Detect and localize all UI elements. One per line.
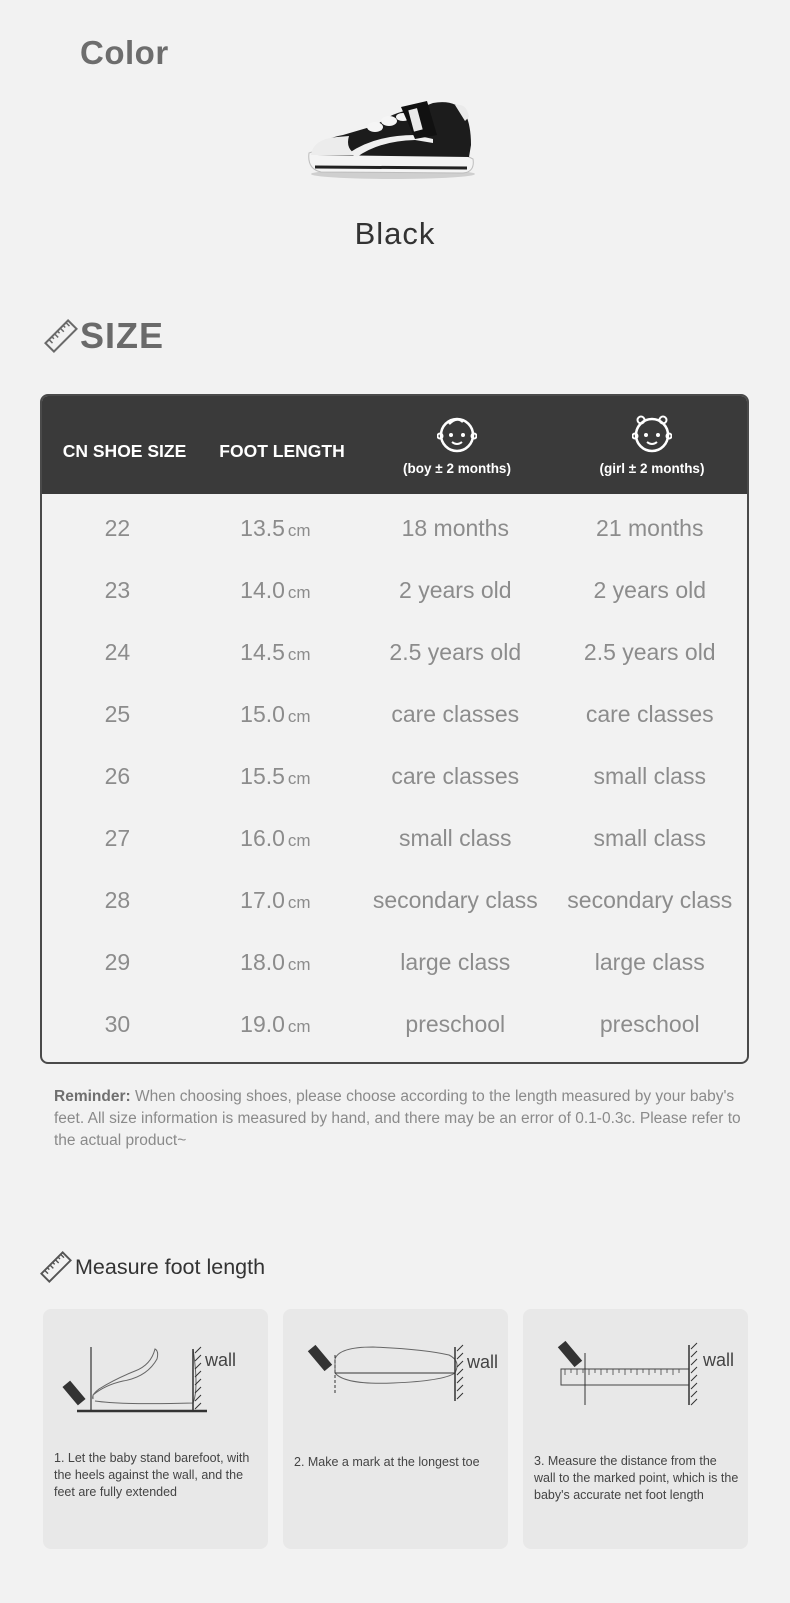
cell-boy: 2.5 years old [389, 638, 522, 665]
length-unit: cm [287, 892, 311, 912]
measure-step-card [43, 1309, 268, 1549]
measure-step-card [523, 1309, 748, 1549]
cell-boy: 2 years old [399, 576, 512, 603]
header-boy-label: (boy ± 2 months) [403, 461, 511, 476]
cell-boy: care classes [391, 762, 520, 789]
table-row [42, 869, 747, 931]
table-body [42, 494, 747, 1055]
foot-against-wall-illustration [43, 1309, 268, 1429]
size-heading [44, 312, 164, 360]
ruler-icon [40, 1251, 72, 1283]
cell-girl: preschool [599, 1010, 700, 1037]
girl-face-icon [632, 414, 672, 454]
cell-girl: large class [594, 948, 705, 975]
reminder-text: When choosing shoes, please choose according to the length measured by your baby's feet. All size information is measured by hand, and there may be an error of 0.1-0.3c. Please refer to the actual product~ [54, 1088, 741, 1149]
color-section-title: Color [80, 34, 169, 71]
length-unit: cm [287, 582, 311, 602]
mark-toe-illustration [283, 1309, 508, 1429]
cell-size: 23 [104, 576, 131, 603]
length-unit: cm [287, 520, 311, 540]
size-table [40, 394, 749, 1064]
cell-size: 24 [104, 638, 131, 665]
cell-boy: small class [399, 824, 512, 851]
length-unit: cm [287, 768, 311, 788]
length-unit: cm [287, 706, 311, 726]
table-row [42, 621, 747, 683]
table-row [42, 807, 747, 869]
measure-distance-illustration [523, 1309, 748, 1429]
length-value: 15.0 [240, 700, 285, 727]
reminder-label: Reminder: [54, 1088, 131, 1105]
cell-boy: 18 months [401, 514, 509, 541]
header-foot-length: FOOT LENGTH [219, 440, 345, 461]
step-caption: 2. Make a mark at the longest toe [294, 1455, 480, 1469]
length-value: 15.5 [240, 762, 285, 789]
length-value: 19.0 [240, 1010, 285, 1037]
cell-girl: small class [593, 824, 706, 851]
wall-label: wall [703, 1350, 735, 1370]
wall-label: wall [467, 1352, 499, 1372]
pencil-icon [62, 1381, 85, 1406]
table-row [42, 683, 747, 745]
cell-length [193, 577, 358, 604]
cell-girl: 2 years old [593, 576, 707, 603]
length-value: 18.0 [240, 948, 285, 975]
length-value: 16.0 [240, 824, 285, 851]
header-girl-label: (girl ± 2 months) [599, 461, 705, 476]
cell-size: 25 [104, 700, 131, 727]
ruler-icon [44, 319, 78, 353]
cell-size: 22 [104, 514, 131, 541]
length-unit: cm [287, 830, 311, 850]
cell-size: 29 [104, 948, 131, 975]
length-unit: cm [287, 954, 311, 974]
cell-girl: care classes [585, 700, 714, 727]
reminder-note [54, 1086, 744, 1152]
boy-face-icon [437, 414, 477, 454]
cell-length [193, 639, 358, 666]
length-unit: cm [287, 1016, 311, 1036]
header-boy [357, 396, 557, 494]
header-girl [557, 396, 747, 494]
cell-length [193, 949, 358, 976]
cell-size: 26 [104, 762, 131, 789]
length-value: 17.0 [240, 886, 285, 913]
color-name: Black [354, 216, 436, 251]
cell-girl: secondary class [567, 886, 733, 913]
cell-size: 27 [104, 824, 131, 851]
cell-girl: small class [593, 762, 706, 789]
cell-length [193, 887, 358, 914]
table-row [42, 931, 747, 993]
table-row [42, 559, 747, 621]
pencil-icon [558, 1341, 582, 1367]
cell-length [193, 825, 358, 852]
cell-girl: 21 months [596, 514, 704, 541]
length-unit: cm [287, 644, 311, 664]
cell-size: 28 [104, 886, 131, 913]
wall-label: wall [205, 1350, 237, 1370]
cell-boy: preschool [405, 1010, 506, 1037]
step-caption: 3. Measure the distance from the wall to the marked point, which is the baby's accurate net foot length [534, 1454, 739, 1502]
cell-boy: secondary class [372, 886, 538, 913]
length-value: 13.5 [240, 514, 285, 541]
header-cn-shoe-size: CN SHOE SIZE [62, 440, 187, 461]
table-header [42, 396, 747, 494]
length-value: 14.5 [240, 638, 285, 665]
pencil-icon [308, 1345, 332, 1371]
table-row [42, 497, 747, 559]
measure-step-card [283, 1309, 508, 1549]
cell-boy: care classes [391, 700, 520, 727]
cell-boy: large class [400, 948, 511, 975]
cell-size: 30 [104, 1010, 131, 1037]
cell-length [193, 701, 358, 728]
size-title: SIZE [80, 315, 165, 356]
length-value: 14.0 [240, 576, 285, 603]
table-row [42, 993, 747, 1055]
cell-length [193, 515, 358, 542]
cell-length [193, 763, 358, 790]
cell-girl: 2.5 years old [583, 638, 716, 665]
step-caption: 1. Let the baby stand barefoot, with the heels against the wall, and the feet are fully extended [54, 1451, 250, 1499]
measure-heading [40, 1247, 265, 1287]
measure-title: Measure foot length [75, 1254, 266, 1279]
table-row [42, 745, 747, 807]
cell-length [193, 1011, 358, 1038]
shoe-image [305, 95, 485, 185]
